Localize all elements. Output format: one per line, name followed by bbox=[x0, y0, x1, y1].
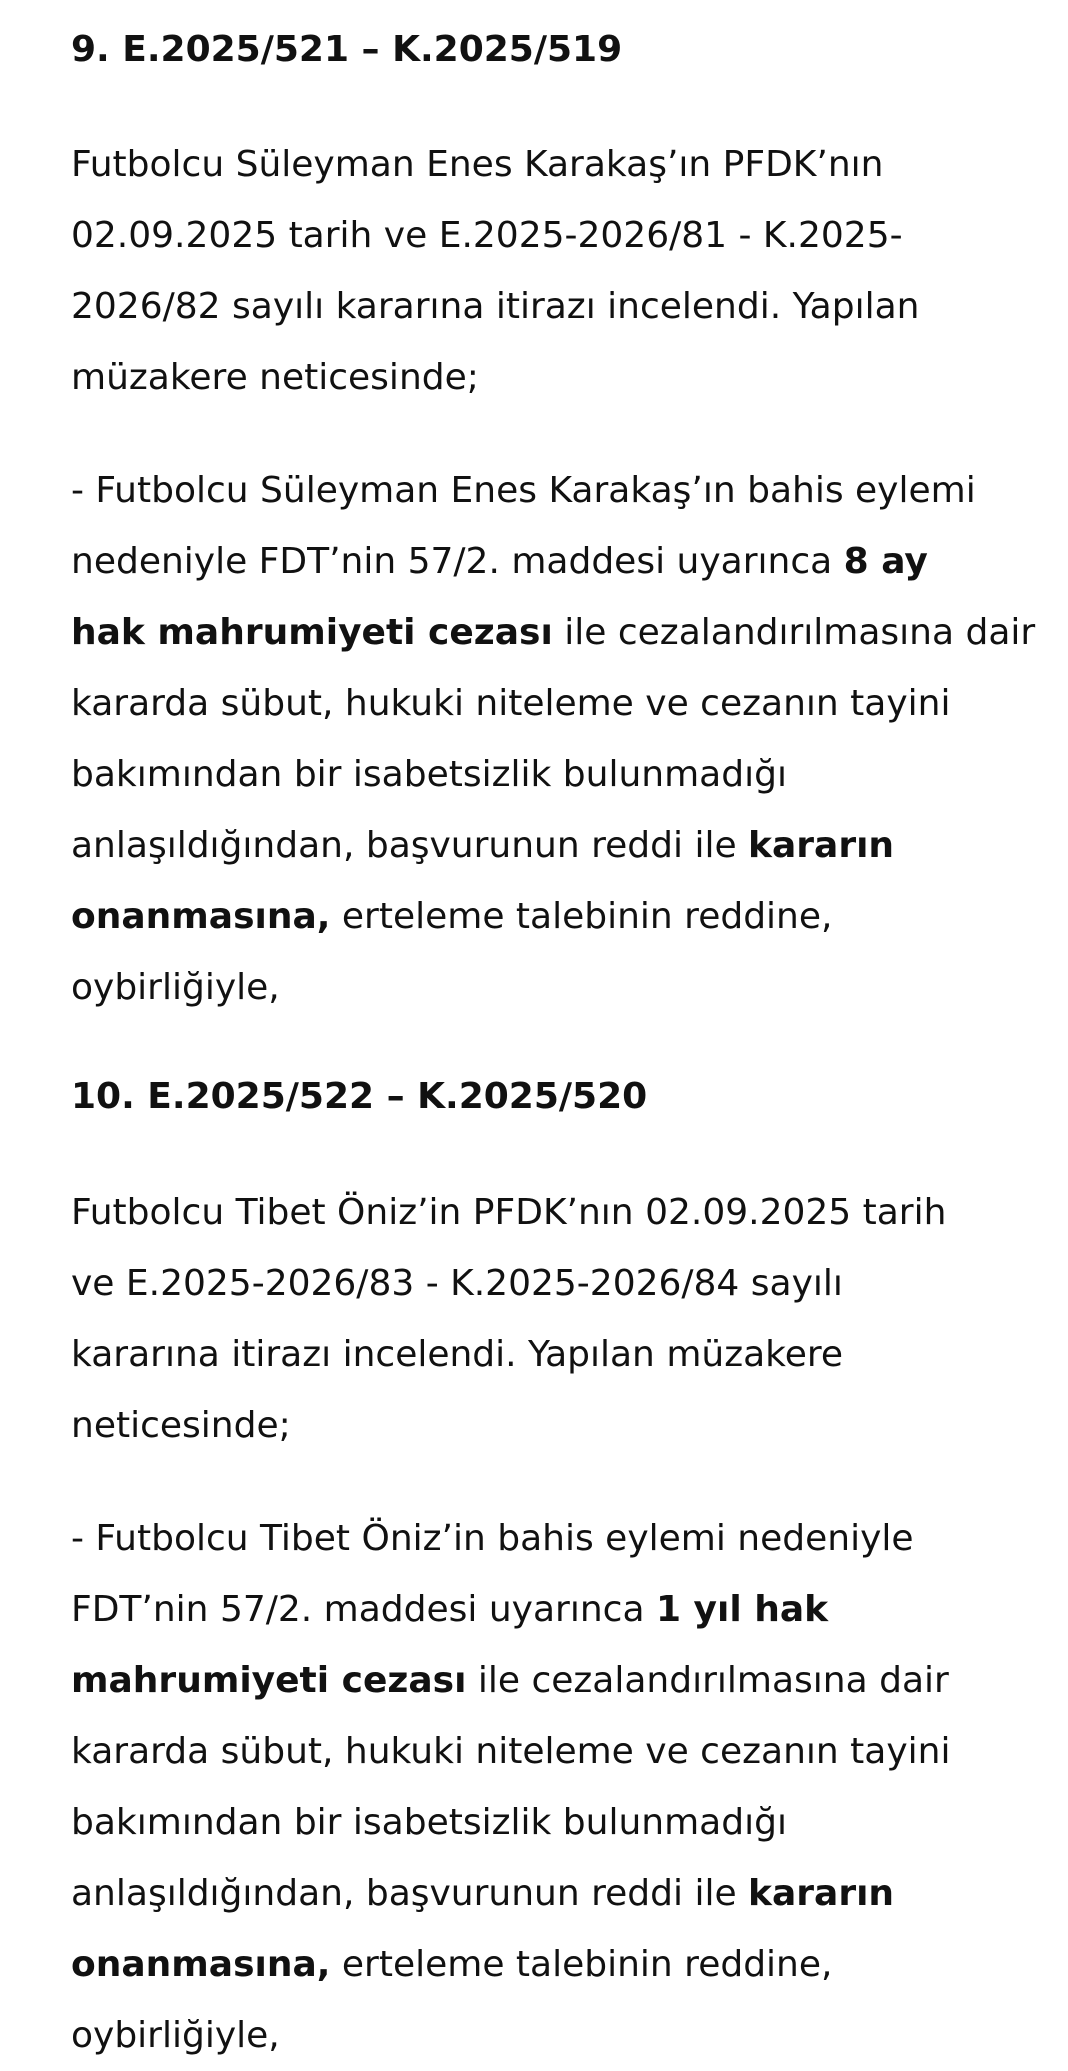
penalty-emphasis: mahrumiyeti cezası bbox=[71, 1660, 467, 1701]
case-intro-paragraph bbox=[71, 129, 1011, 413]
text-run: anlaşıldığından, başvurunun reddi ile bbox=[71, 825, 749, 866]
ruling-emphasis: onanmasına, bbox=[71, 896, 331, 937]
text-line bbox=[71, 1858, 1011, 1929]
text-line: ve E.2025-2026/83 - K.2025-2026/84 sayılı bbox=[71, 1263, 843, 1304]
text-line bbox=[71, 1645, 1011, 1716]
text-line: neticesinde; bbox=[71, 1405, 291, 1446]
text-line: 02.09.2025 tarih ve E.2025-2026/81 - K.2025- bbox=[71, 215, 903, 256]
text-run: erteleme talebinin reddine, bbox=[330, 1944, 833, 1985]
text-line bbox=[71, 810, 1011, 881]
text-line: kararına itirazı incelendi. Yapılan müzakere bbox=[71, 1334, 844, 1375]
text-line: müzakere neticesinde; bbox=[71, 357, 479, 398]
case-intro-paragraph bbox=[71, 1177, 1011, 1461]
text-line: kararda sübut, hukuki niteleme ve cezanın tayini bbox=[71, 1731, 951, 1772]
text-run: erteleme talebinin reddine, bbox=[330, 896, 833, 937]
text-line: bakımından bir isabetsizlik bulunmadığı bbox=[71, 754, 787, 795]
case-heading: 10. E.2025/522 – K.2025/520 bbox=[71, 1076, 648, 1117]
text-line: oybirliğiyle, bbox=[71, 967, 280, 1008]
penalty-emphasis: 1 yıl hak bbox=[655, 1589, 829, 1630]
text-line bbox=[71, 597, 1036, 668]
text-line: kararda sübut, hukuki niteleme ve cezanın tayini bbox=[71, 683, 951, 724]
penalty-emphasis: 8 ay bbox=[843, 541, 928, 582]
text-run: nedeniyle FDT’nin 57/2. maddesi uyarınca bbox=[71, 541, 844, 582]
text-line: bakımından bir isabetsizlik bulunmadığı bbox=[71, 1802, 787, 1843]
penalty-emphasis: hak mahrumiyeti cezası bbox=[71, 612, 553, 653]
text-line: - Futbolcu Tibet Öniz’in bahis eylemi nedeniyle bbox=[71, 1518, 914, 1559]
text-line bbox=[71, 881, 1011, 952]
case-heading: 9. E.2025/521 – K.2025/519 bbox=[71, 29, 623, 70]
text-run: ile cezalandırılmasına dair bbox=[466, 1660, 949, 1701]
text-run: anlaşıldığından, başvurunun reddi ile bbox=[71, 1873, 749, 1914]
case-decision-paragraph bbox=[71, 455, 1036, 1023]
ruling-emphasis: kararın bbox=[748, 825, 895, 866]
text-line: 2026/82 sayılı kararına itirazı incelendi. Yapılan bbox=[71, 286, 920, 327]
text-run: ile cezalandırılmasına dair bbox=[552, 612, 1036, 653]
text-line bbox=[71, 1929, 1011, 2000]
text-line: - Futbolcu Süleyman Enes Karakaş’ın bahis eylemi bbox=[71, 470, 976, 511]
ruling-emphasis: kararın bbox=[748, 1873, 895, 1914]
case-decision-paragraph bbox=[71, 1503, 1011, 2071]
text-run: FDT’nin 57/2. maddesi uyarınca bbox=[71, 1589, 656, 1630]
ruling-emphasis: onanmasına, bbox=[71, 1944, 331, 1985]
text-line bbox=[71, 1574, 1011, 1645]
text-line: Futbolcu Süleyman Enes Karakaş’ın PFDK’nın bbox=[71, 144, 884, 185]
text-line: oybirliğiyle, bbox=[71, 2015, 280, 2056]
text-line: Futbolcu Tibet Öniz’in PFDK’nın 02.09.2025 tarih bbox=[71, 1192, 947, 1233]
text-line bbox=[71, 526, 1011, 597]
